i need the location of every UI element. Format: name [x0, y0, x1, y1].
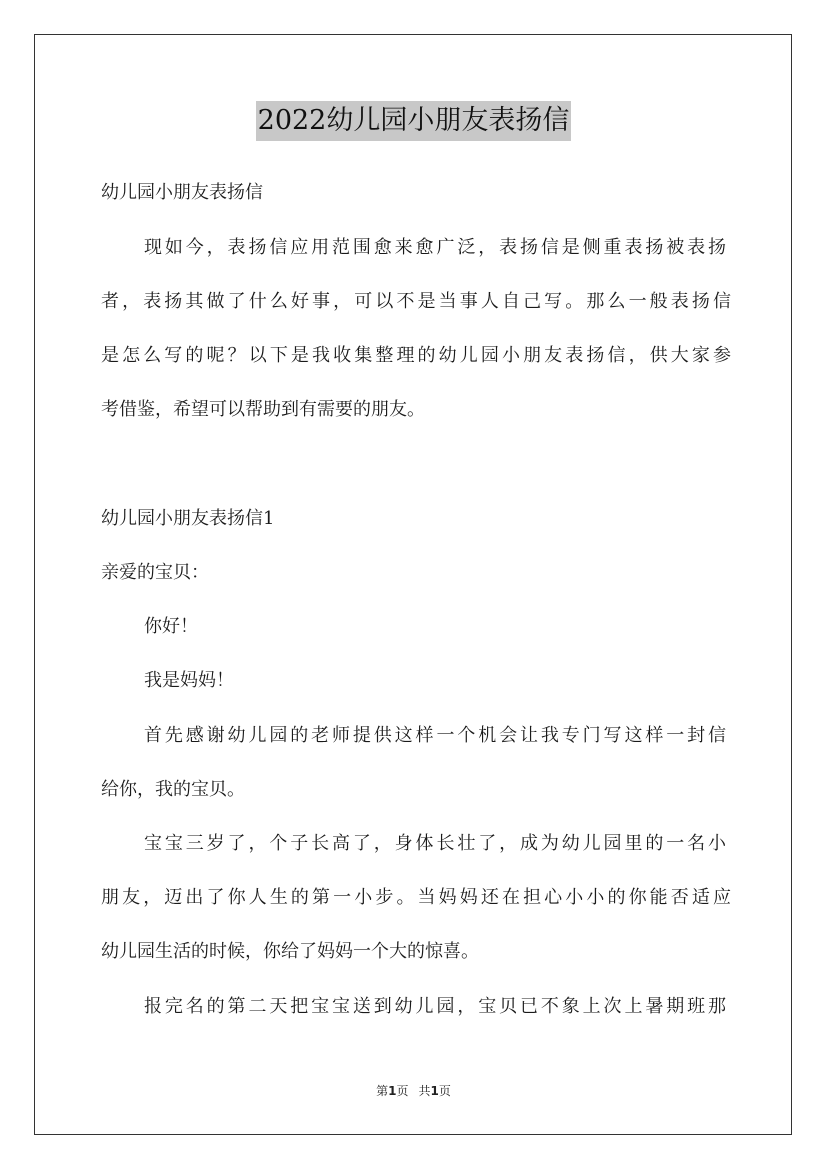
paragraph-line: 是怎么写的呢？以下是我收集整理的幼儿园小朋友表扬信，供大家参: [101, 345, 731, 366]
document-title: 2022幼儿园小朋友表扬信: [256, 101, 572, 141]
paragraph-line: 者，表扬其做了什么好事，可以不是当事人自己写。那么一般表扬信: [101, 291, 731, 312]
paragraph-line: 考借鉴，希望可以帮助到有需要的朋友。: [101, 399, 425, 420]
greeting-line: 我是妈妈！: [144, 670, 234, 691]
paragraph-line: 朋友，迈出了你人生的第一小步。当妈妈还在担心小小的你能否适应: [101, 887, 731, 908]
paragraph-line: 首先感谢幼儿园的老师提供这样一个机会让我专门写这样一封信: [144, 725, 726, 746]
page-prefix: 第: [376, 1084, 389, 1098]
paragraph-line: 报完名的第二天把宝宝送到幼儿园，宝贝已不象上次上暑期班那: [144, 996, 726, 1017]
section-heading: 幼儿园小朋友表扬信1: [101, 508, 275, 529]
paragraph-line: 给你，我的宝贝。: [101, 779, 245, 800]
paragraph-line: 宝宝三岁了，个子长高了，身体长壮了，成为幼儿园里的一名小: [144, 833, 726, 854]
title-container: [0, 101, 827, 141]
subtitle: 幼儿园小朋友表扬信: [101, 182, 263, 203]
page-footer: [0, 1083, 827, 1099]
total-suffix: 页: [438, 1084, 451, 1098]
page-total: 1: [430, 1084, 439, 1098]
page-current: 1: [388, 1084, 397, 1098]
paragraph-line: 幼儿园生活的时候，你给了妈妈一个大的惊喜。: [101, 941, 479, 962]
salutation: 亲爱的宝贝：: [101, 562, 209, 583]
page-suffix: 页: [396, 1084, 409, 1098]
paragraph-line: 现如今，表扬信应用范围愈来愈广泛，表扬信是侧重表扬被表扬: [144, 237, 726, 258]
total-prefix: 共: [418, 1084, 431, 1098]
greeting-line: 你好！: [144, 616, 198, 637]
